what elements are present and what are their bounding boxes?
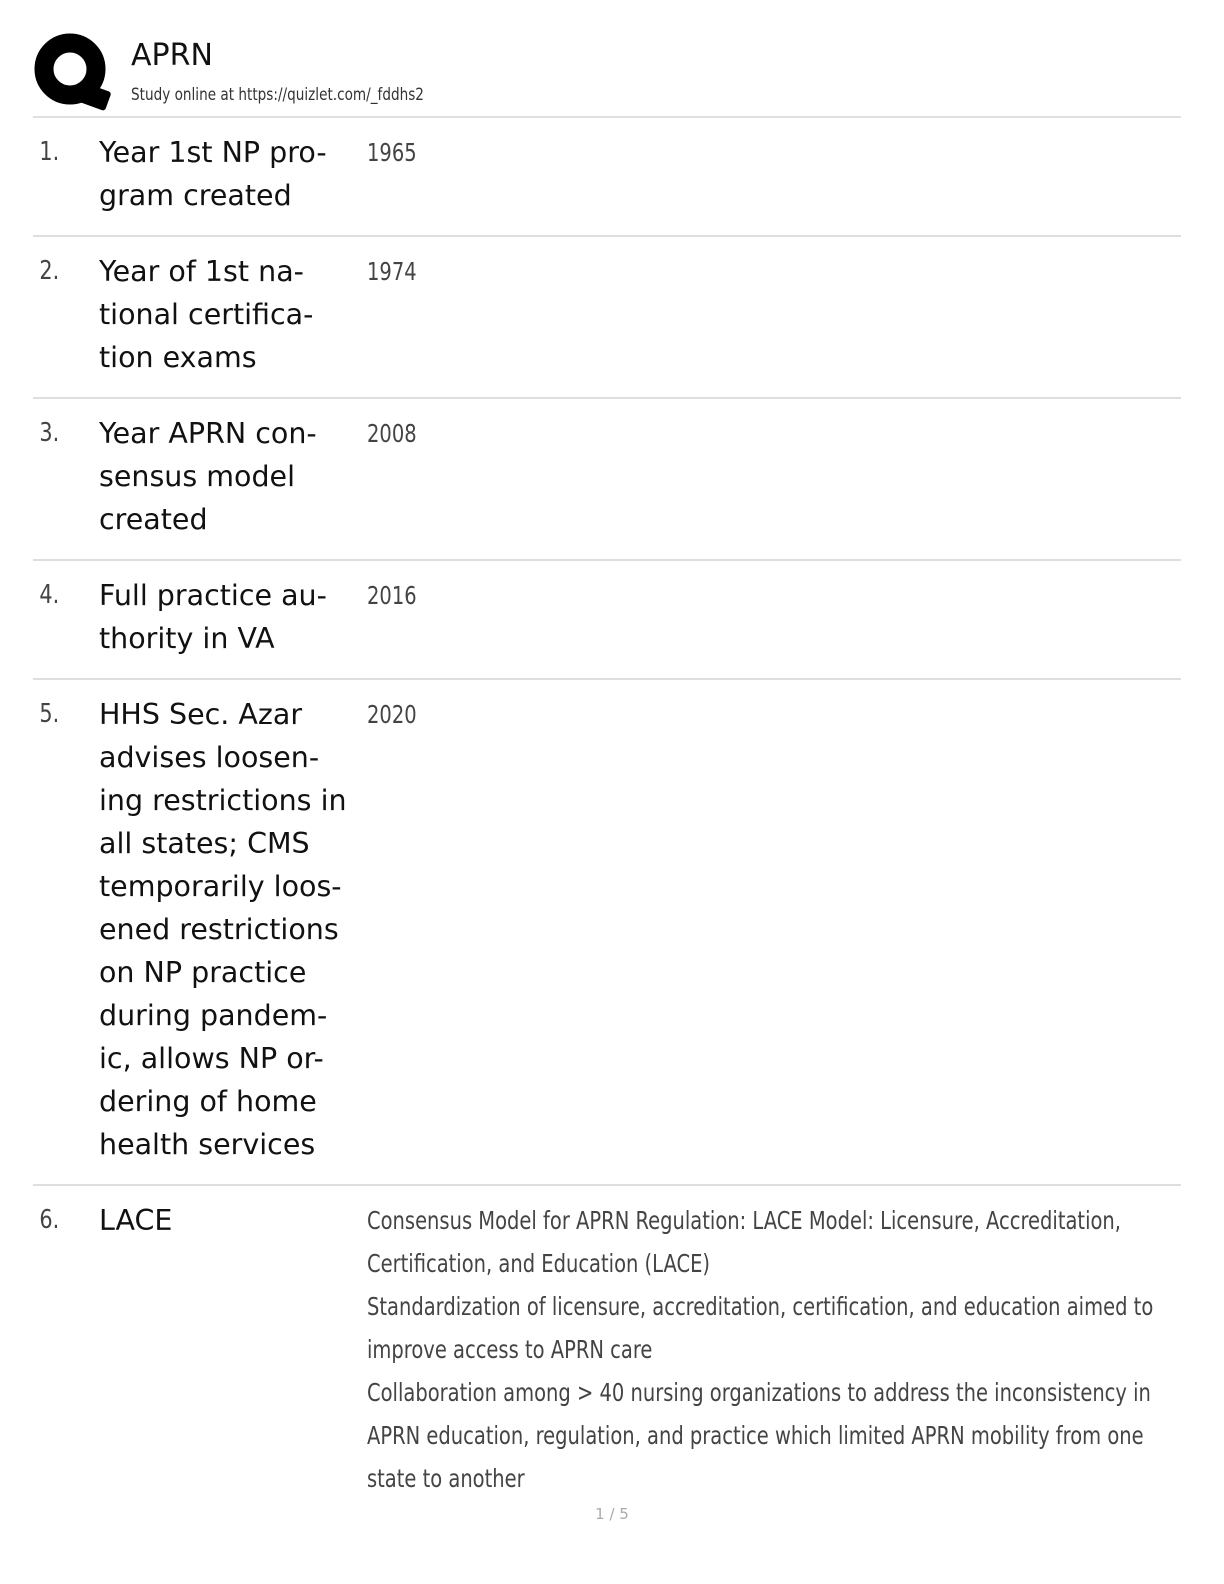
card-term-line: LACE [99, 1204, 173, 1237]
card-definition-line: state to another [367, 1464, 525, 1493]
card-definition-line: Certification, and Education (LACE) [367, 1249, 711, 1278]
card-definition-line: Consensus Model for APRN Regulation: LACE Model: Licensure, Accreditation, [367, 1206, 1121, 1235]
flashcard-row [33, 680, 1181, 1186]
card-definition-text [367, 693, 1184, 736]
card-term-line: ic, allows NP or- [99, 1042, 324, 1075]
card-definition-line: 1965 [367, 138, 417, 167]
card-definition-line: 2020 [367, 700, 417, 729]
card-term-line: Year APRN con- [99, 417, 317, 450]
card-number: 2. [39, 256, 60, 286]
card-term-line: ened restrictions [99, 913, 339, 946]
quizlet-q-logo-icon [33, 32, 113, 112]
card-term-line: thority in VA [99, 622, 275, 655]
card-term [99, 412, 367, 541]
card-term-line: during pandem- [99, 999, 328, 1032]
card-definition-text [367, 412, 1184, 455]
card-definition-text [367, 574, 1184, 617]
card-number: 6. [39, 1205, 60, 1235]
card-term [99, 574, 367, 660]
card-term-line: HHS Sec. Azar [99, 698, 303, 731]
card-definition-line: APRN education, regulation, and practice which limited APRN mobility from one [367, 1421, 1144, 1450]
card-term-line: health services [99, 1128, 316, 1161]
flashcard-row [33, 118, 1181, 237]
card-definition-line: 2008 [367, 419, 417, 448]
card-term [99, 131, 367, 217]
card-term-line: all states; CMS [99, 827, 310, 860]
card-definition [367, 574, 1224, 617]
card-definition-line: Standardization of licensure, accreditation, certification, and education aimed to [367, 1292, 1154, 1321]
card-term-line: Year of 1st na- [99, 255, 304, 288]
card-term-line: dering of home [99, 1085, 317, 1118]
card-definition-text [367, 1199, 1184, 1500]
card-definition [367, 412, 1224, 455]
flashcard-row [33, 399, 1181, 561]
flashcard-list [33, 118, 1181, 1518]
card-term-line: ing restrictions in [99, 784, 347, 817]
page-header [33, 28, 1183, 116]
card-definition-line: improve access to APRN care [367, 1335, 653, 1364]
card-term [99, 693, 367, 1166]
card-definition-line: 1974 [367, 257, 417, 286]
card-definition-text [367, 250, 1184, 293]
card-term-line: tional certifica- [99, 298, 314, 331]
card-number: 5. [39, 699, 60, 729]
card-term-line: Full practice au- [99, 579, 327, 612]
flashcard-row [33, 237, 1181, 399]
card-term-line: on NP practice [99, 956, 307, 989]
card-definition [367, 693, 1224, 736]
flashcard-row [33, 561, 1181, 680]
card-term-line: Year 1st NP pro- [99, 136, 327, 169]
flashcard-row [33, 1186, 1181, 1518]
card-definition-text [367, 131, 1184, 174]
card-number: 3. [39, 418, 60, 448]
card-term [99, 250, 367, 379]
study-online-link[interactable]: Study online at https://quizlet.com/_fddhs2 [131, 85, 424, 105]
card-term-line: created [99, 503, 208, 536]
page-number: 1 / 5 [595, 1505, 629, 1523]
card-definition [367, 1199, 1224, 1500]
card-definition-line: 2016 [367, 581, 417, 610]
card-term-line: temporarily loos- [99, 870, 342, 903]
card-definition-line: Collaboration among > 40 nursing organizations to address the inconsistency in [367, 1378, 1151, 1407]
card-term-line: sensus model [99, 460, 296, 493]
deck-title: APRN [131, 38, 213, 73]
card-term [99, 1199, 367, 1242]
card-definition [367, 131, 1224, 174]
card-term-line: advises loosen- [99, 741, 320, 774]
card-definition [367, 250, 1224, 293]
card-number: 4. [39, 580, 60, 610]
card-number: 1. [39, 137, 60, 167]
card-term-line: tion exams [99, 341, 257, 374]
card-term-line: gram created [99, 179, 292, 212]
